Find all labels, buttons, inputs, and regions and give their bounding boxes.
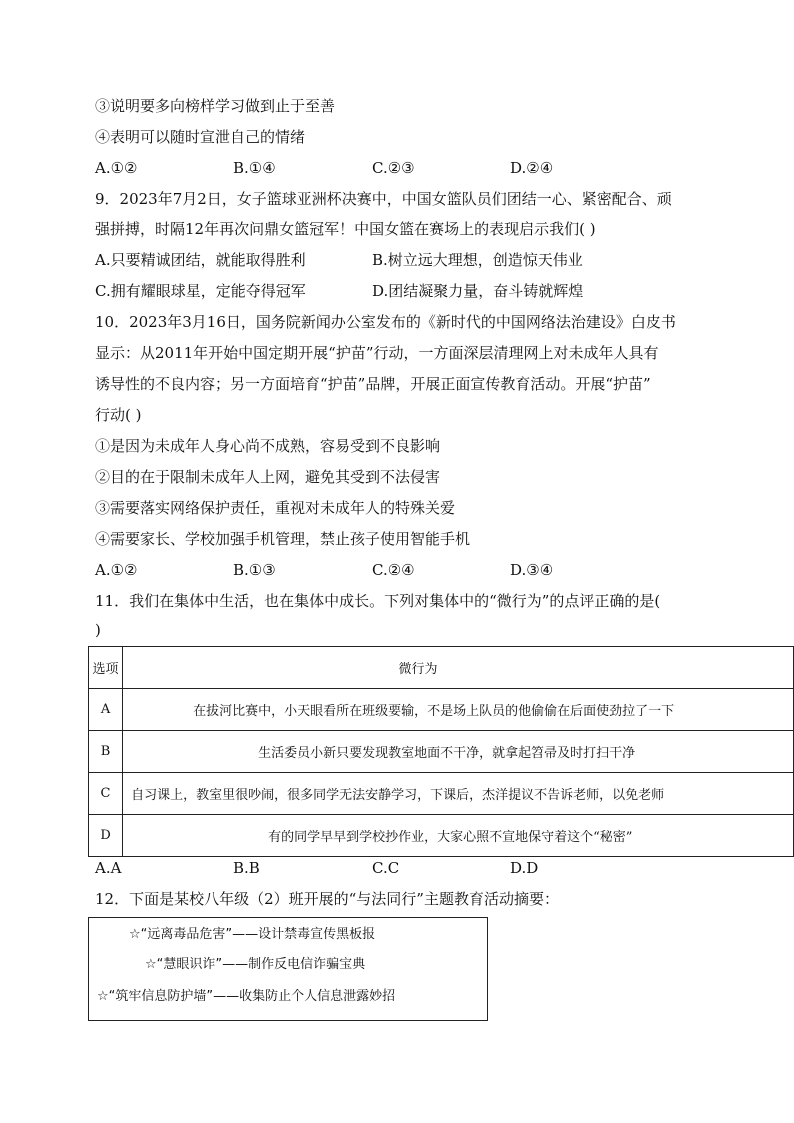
table-cell-behavior: 自习课上，教室里很吵闹，很多同学无法安静学习，下课后，杰洋提议不告诉老师，以免老师 bbox=[123, 773, 794, 815]
q9-stem-line-2: 强拼搏，时隔12年再次问鼎女篮冠军！中国女篮在赛场上的表现启示我们( ) bbox=[95, 220, 596, 238]
table-header-behavior: 微行为 bbox=[123, 647, 794, 689]
q9-option-d: D.团结凝聚力量，奋斗铸就辉煌 bbox=[372, 282, 584, 300]
q10-stem-line-1: 10．2023年3月16日，国务院新闻办公室发布的《新时代的中国网络法治建设》白皮书 bbox=[95, 313, 676, 331]
q10-option-b: B.①③ bbox=[233, 561, 276, 579]
q9-option-b: B.树立远大理想，创造惊天伟业 bbox=[372, 251, 583, 269]
q11-table bbox=[88, 646, 794, 857]
q9-stem-line-1: 9．2023年7月2日，女子篮球亚洲杯决赛中，中国女篮队员们团结一心、紧密配合、顽 bbox=[95, 190, 672, 208]
q8-option-b: B.①④ bbox=[233, 159, 276, 177]
table-cell-behavior: 有的同学早早到学校抄作业，大家心照不宣地保守着这个“秘密” bbox=[123, 815, 794, 857]
q10-option-c: C.②④ bbox=[372, 561, 415, 579]
q10-item-2: ②目的在于限制未成年人上网，避免其受到不法侵害 bbox=[95, 468, 441, 486]
q11-stem-line-2: ) bbox=[95, 621, 101, 639]
table-row bbox=[89, 815, 794, 857]
q10-option-a: A.①② bbox=[95, 561, 138, 579]
q9-option-c: C.拥有耀眼球星，定能夺得冠军 bbox=[95, 282, 306, 300]
q10-item-3: ③需要落实网络保护责任，重视对未成年人的特殊关爱 bbox=[95, 499, 456, 517]
table-row bbox=[89, 773, 794, 815]
q11-option-b: B.B bbox=[233, 859, 260, 877]
q10-item-4: ④需要家长、学校加强手机管理，禁止孩子使用智能手机 bbox=[95, 530, 471, 548]
q12-activity-3: ☆“筑牢信息防护墙”——收集防止个人信息泄露妙招 bbox=[97, 989, 396, 1004]
table-row bbox=[89, 689, 794, 731]
table-cell-option: A bbox=[89, 689, 123, 731]
q11-option-c: C.C bbox=[372, 859, 400, 877]
q10-stem-line-3: 诱导性的不良内容；另一方面培育“护苗”品牌，开展正面宣传教育活动。开展“护苗” bbox=[95, 375, 651, 393]
q8-option-c: C.②③ bbox=[372, 159, 415, 177]
q9-option-a: A.只要精诚团结，就能取得胜利 bbox=[95, 251, 306, 269]
q8-item-3: ③说明要多向榜样学习做到止于至善 bbox=[95, 97, 336, 115]
q8-item-4: ④表明可以随时宣泄自己的情绪 bbox=[95, 128, 306, 146]
q12-activity-box bbox=[88, 917, 488, 1021]
q11-option-d: D.D bbox=[510, 859, 539, 877]
q10-item-1: ①是因为未成年人身心尚不成熟，容易受到不良影响 bbox=[95, 437, 441, 455]
table-row bbox=[89, 731, 794, 773]
table-cell-option: B bbox=[89, 731, 123, 773]
table-cell-option: C bbox=[89, 773, 123, 815]
q12-activity-2: ☆“慧眼识诈”——制作反电信诈骗宝典 bbox=[145, 957, 366, 972]
q11-option-a: A.A bbox=[95, 859, 122, 877]
q10-option-d: D.③④ bbox=[510, 561, 554, 579]
table-cell-behavior: 生活委员小新只要发现教室地面不干净，就拿起笤帚及时打扫干净 bbox=[123, 731, 794, 773]
q11-stem-line-1: 11．我们在集体中生活，也在集体中成长。下列对集体中的“微行为”的点评正确的是( bbox=[95, 592, 661, 610]
q12-activity-1: ☆“远离毒品危害”——设计禁毒宣传黑板报 bbox=[129, 927, 376, 942]
table-cell-behavior: 在拔河比赛中，小天眼看所在班级要输，不是场上队员的他偷偷在后面使劲拉了一下 bbox=[123, 689, 794, 731]
q10-stem-line-4: 行动( ) bbox=[95, 406, 142, 424]
table-header-row bbox=[89, 647, 794, 689]
q12-stem-line-1: 12．下面是某校八年级（2）班开展的“与法同行”主题教育活动摘要： bbox=[95, 890, 559, 908]
table-header-option: 选项 bbox=[89, 647, 123, 689]
table-cell-option: D bbox=[89, 815, 123, 857]
q8-option-d: D.②④ bbox=[510, 159, 554, 177]
q10-stem-line-2: 显示：从2011年开始中国定期开展“护苗”行动，一方面深层清理网上对未成年人具有 bbox=[95, 344, 659, 362]
q8-option-a: A.①② bbox=[95, 159, 138, 177]
